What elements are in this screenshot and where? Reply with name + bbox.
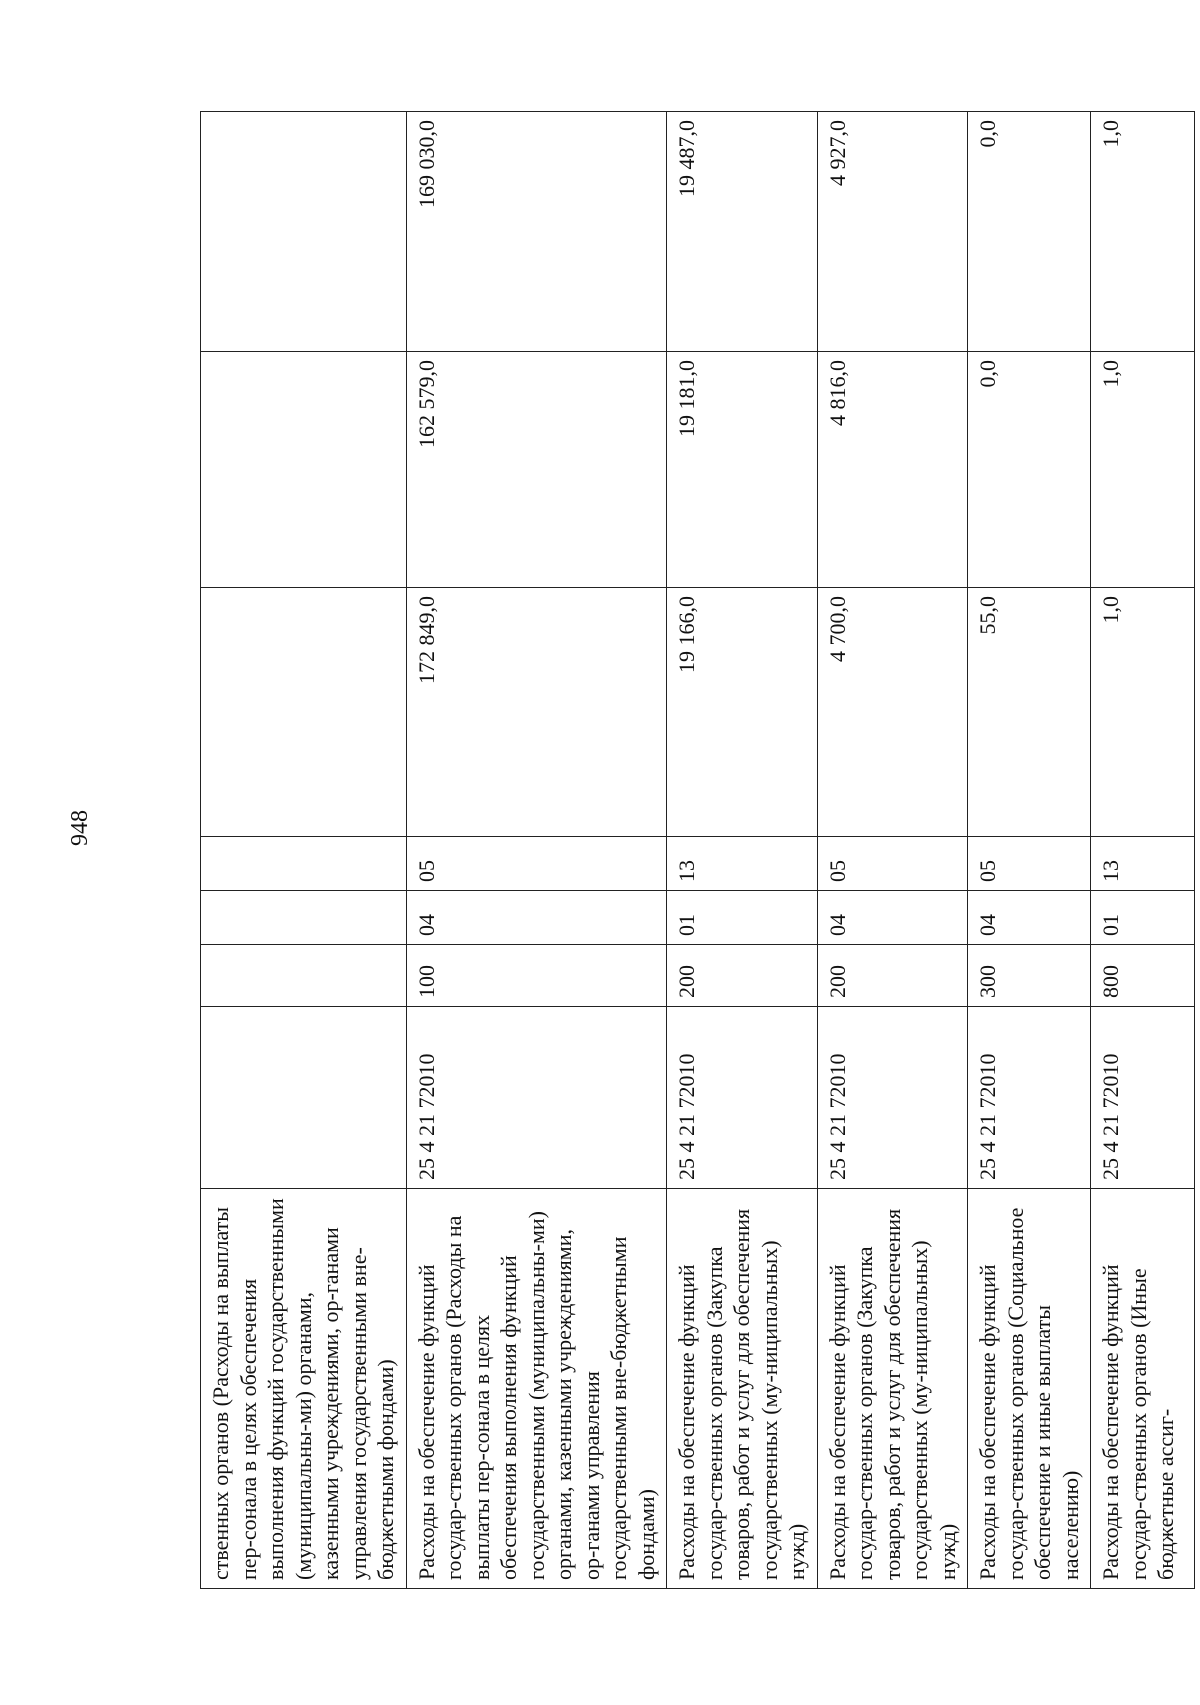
amount-year-3: 1,0	[1091, 112, 1195, 352]
subsection-code: 13	[667, 837, 818, 891]
amount-year-1	[201, 588, 407, 837]
target-article-code: 25 4 21 72010	[1091, 1007, 1195, 1189]
page-number: 948	[67, 810, 93, 846]
table-row	[201, 112, 407, 1589]
row-description: Расходы на обеспечение функций государ-ственных органов (Закупка товаров, работ и услуг для обеспечения государственных (му-ниципальных) нужд)	[817, 1189, 968, 1589]
amount-year-3: 169 030,0	[406, 112, 667, 352]
target-article-code: 25 4 21 72010	[817, 1007, 968, 1189]
expense-type-code: 200	[667, 945, 818, 1007]
amount-year-1: 172 849,0	[406, 588, 667, 837]
row-description: Расходы на обеспечение функций государ-ственных органов (Закупка товаров, работ и услуг для обеспечения государственных (му-ниципальных) нужд)	[667, 1189, 818, 1589]
subsection-code: 05	[817, 837, 968, 891]
amount-year-3: 19 487,0	[667, 112, 818, 352]
target-article-code: 25 4 21 72010	[406, 1007, 667, 1189]
expense-type-code	[201, 945, 407, 1007]
section-code	[201, 891, 407, 945]
table-row	[1091, 112, 1195, 1589]
row-description: Расходы на обеспечение функций государ-ственных органов (Иные бюджетные ассиг-	[1091, 1189, 1195, 1589]
section-code: 01	[1091, 891, 1195, 945]
row-description: Расходы на обеспечение функций государ-ственных органов (Расходы на выплаты пер-сонала в целях обеспечения выполнения функций государственными (муниципальны-ми) органами, казенными учреждениями, ор-ганами управления государственными вне-бюджетными фондами)	[406, 1189, 667, 1589]
subsection-code	[201, 837, 407, 891]
amount-year-1: 19 166,0	[667, 588, 818, 837]
table-row	[968, 112, 1091, 1589]
subsection-code: 05	[406, 837, 667, 891]
subsection-code: 05	[968, 837, 1091, 891]
table-row	[817, 112, 968, 1589]
amount-year-1: 1,0	[1091, 588, 1195, 837]
budget-table	[200, 111, 1195, 1589]
subsection-code: 13	[1091, 837, 1195, 891]
expense-type-code: 300	[968, 945, 1091, 1007]
expense-type-code: 100	[406, 945, 667, 1007]
target-article-code	[201, 1007, 407, 1189]
amount-year-3: 4 927,0	[817, 112, 968, 352]
expense-type-code: 800	[1091, 945, 1195, 1007]
amount-year-1: 55,0	[968, 588, 1091, 837]
row-description: Расходы на обеспечение функций государ-ственных органов (Социальное обеспечение и иные выплаты населению)	[968, 1189, 1091, 1589]
amount-year-2: 162 579,0	[406, 352, 667, 588]
section-code: 04	[968, 891, 1091, 945]
section-code: 01	[667, 891, 818, 945]
section-code: 04	[406, 891, 667, 945]
amount-year-3: 0,0	[968, 112, 1091, 352]
section-code: 04	[817, 891, 968, 945]
amount-year-1: 4 700,0	[817, 588, 968, 837]
amount-year-2: 1,0	[1091, 352, 1195, 588]
row-description: ственных органов (Расходы на выплаты пер-сонала в целях обеспечения выполнения функций государственными (муниципальны-ми) органами, казенными учреждениями, ор-ганами управления государственными вне-бюджетными фондами)	[201, 1189, 407, 1589]
budget-table-sheet	[200, 112, 1178, 1589]
target-article-code: 25 4 21 72010	[667, 1007, 818, 1189]
amount-year-2	[201, 352, 407, 588]
amount-year-2: 4 816,0	[817, 352, 968, 588]
table-row	[667, 112, 818, 1589]
amount-year-2: 19 181,0	[667, 352, 818, 588]
expense-type-code: 200	[817, 945, 968, 1007]
amount-year-3	[201, 112, 407, 352]
table-row	[406, 112, 667, 1589]
target-article-code: 25 4 21 72010	[968, 1007, 1091, 1189]
amount-year-2: 0,0	[968, 352, 1091, 588]
